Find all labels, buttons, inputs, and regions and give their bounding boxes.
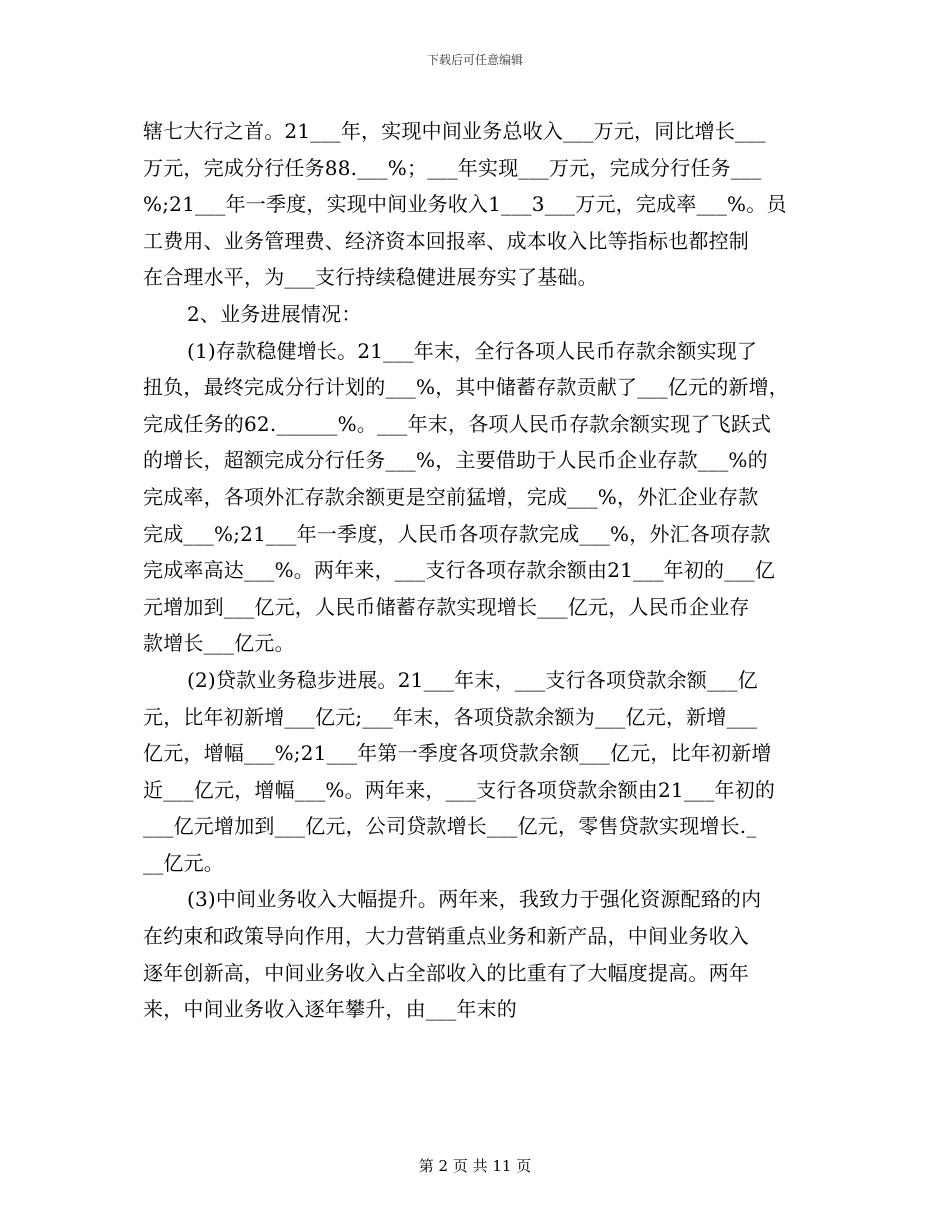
- text-line: 亿元，增幅___%;21___年第一季度各项贷款余额___亿元，比年初新增: [143, 741, 772, 766]
- text-line: 来，中间业务收入逐年攀升，由___年末的: [143, 997, 517, 1022]
- document-body: [143, 113, 808, 1028]
- text-line: 工费用、业务管理费、经济资本回报率、成本收入比等指标也都控制: [143, 228, 749, 253]
- text-line: 完成任务的62.______%。___年末，各项人民币存款余额实现了飞跃式: [143, 411, 772, 436]
- text-line: 逐年创新高，中间业务收入占全部收入的比重有了大幅度提高。两年: [143, 960, 749, 985]
- text-line: 在约束和政策导向作用，大力营销重点业务和新产品，中间业务收入: [143, 924, 749, 949]
- text-line: (2)贷款业务稳步进展。21___年末，___支行各项贷款余额___亿: [187, 667, 758, 692]
- text-line: 元，比年初新增___亿元;___年末，各项贷款余额为___亿元，新增___: [143, 704, 758, 729]
- text-line: __亿元。: [143, 850, 224, 875]
- text-line: 的增长，超额完成分行任务___%，主要借助于人民币企业存款___%的: [143, 448, 768, 473]
- text-line: ___亿元增加到___亿元，公司贷款增长___亿元，零售贷款实现增长._: [143, 814, 757, 839]
- text-line: 在合理水平，为___支行持续稳健进展夯实了基础。: [143, 265, 598, 290]
- paragraph-intermediate-income: [143, 881, 808, 1027]
- section-heading: [143, 296, 808, 333]
- text-line: 辖七大行之首。21___年，实现中间业务总收入___万元，同比增长___: [143, 119, 766, 143]
- paragraph-loans: [143, 662, 808, 882]
- text-line: 款增长___亿元。: [143, 631, 295, 656]
- page-header-note: 下载后可任意编辑: [426, 53, 523, 67]
- text-line: (1)存款稳健增长。21___年末，全行各项人民币存款余额实现了: [187, 338, 758, 363]
- text-line: 万元，完成分行任务88.___%；___年实现___万元，完成分行任务___: [143, 155, 762, 180]
- text-line: 完成率，各项外汇存款余额更是空前猛增，完成___%，外汇企业存款: [143, 484, 759, 509]
- text-line: 元增加到___亿元，人民币储蓄存款实现增长___亿元，人民币企业存: [143, 594, 750, 619]
- page-number: 第 2 页 共 11 页: [418, 1157, 532, 1175]
- text-line: 2、业务进展情况：: [187, 301, 362, 326]
- text-line: (3)中间业务收入大幅提升。两年来，我致力于强化资源配臵的内: [187, 887, 762, 912]
- paragraph-deposits: [143, 333, 808, 662]
- text-line: 完成___%;21___年一季度，人民币各项存款完成___%，外汇各项存款: [143, 521, 771, 546]
- text-line: %;21___年一季度，实现中间业务收入1___3___万元，完成率___%。员: [143, 192, 787, 217]
- paragraph-summary: [143, 113, 808, 296]
- text-line: 扭负，最终完成分行计划的___%，其中储蓄存款贡献了___亿元的新增，: [143, 375, 790, 400]
- text-line: 近___亿元，增幅___%。两年来，___支行各项贷款余额由21___年初的: [143, 777, 776, 802]
- text-line: 完成率高达___%。两年来，___支行各项存款余额由21___年初的___亿: [143, 558, 776, 583]
